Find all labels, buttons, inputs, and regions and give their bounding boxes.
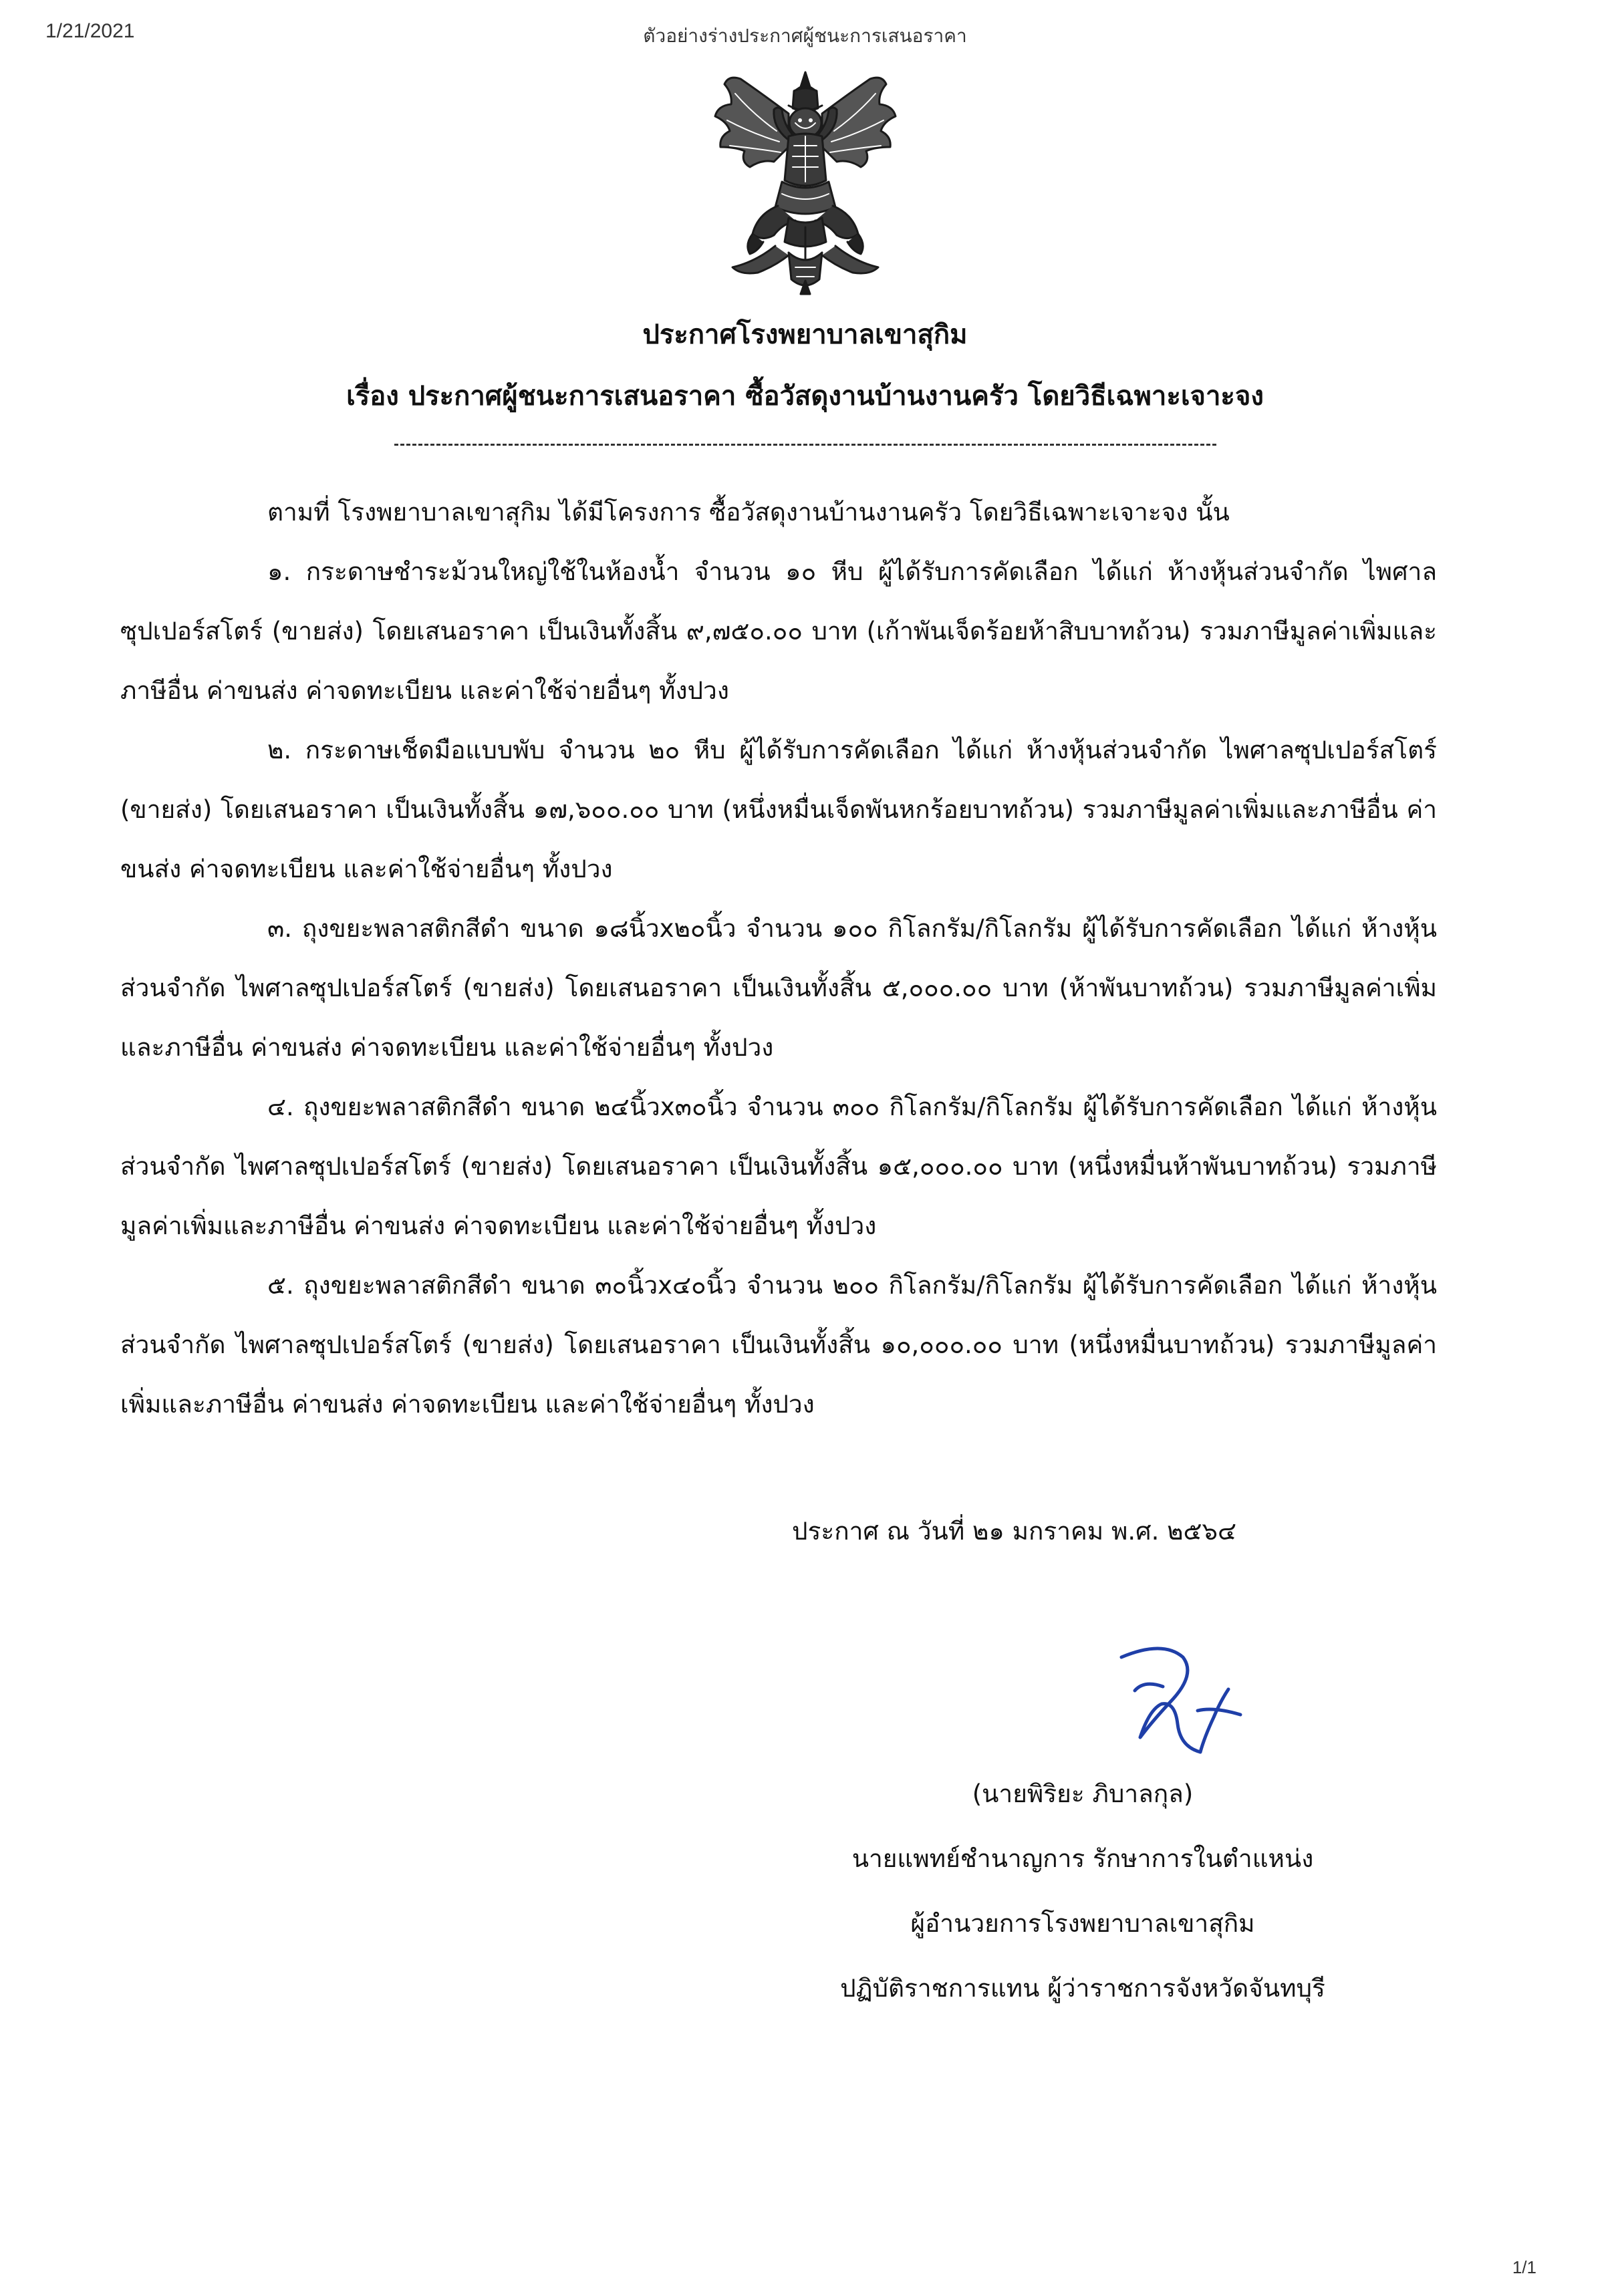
- announcement-title: ประกาศโรงพยาบาลเขาสุกิม: [642, 319, 968, 350]
- announcement-date: ประกาศ ณ วันที่ ๒๑ มกราคม พ.ศ. ๒๕๖๔: [792, 1517, 1236, 1546]
- print-doc-title: ตัวอย่างร่างประกาศผู้ชนะการเสนอราคา: [643, 25, 967, 47]
- page-number: 1/1: [1512, 2257, 1536, 2277]
- body-intro: ตามที่ โรงพยาบาลเขาสุกิม ได้มีโครงการ ซื้อวัสดุงานบ้านงานครัว โดยวิธีเฉพาะเจาะจง นั้น: [267, 498, 1230, 527]
- body-item-5: ๕. ถุงขยะพลาสติกสีดำ ขนาด ๓๐นิ้วx๔๐นิ้ว จำนวน ๒๐๐ กิโลกรัม/กิโลกรัม ผู้ได้รับการคัดเลือก ได้แก่ ห้างหุ้นส่วนจำกัด ไพศาลซุปเปอร์สโตร์ (ขายส่ง) โดยเสนอราคา เป็นเงินทั้งสิ้น ๑๐,๐๐๐.๐๐ บาท (หนึ่งหมื่นบาทถ้วน) รวมภาษีมูลค่าเพิ่มและภาษีอื่น ค่าขนส่ง ค่าจดทะเบียน และค่าใช้จ่ายอื่นๆ ทั้งปวง: [120, 1271, 1437, 1419]
- signer-role: ผู้อำนวยการโรงพยาบาลเขาสุกิม: [910, 1909, 1255, 1938]
- signer-position: นายแพทย์ชำนาญการ รักษาการในตำแหน่ง: [851, 1844, 1314, 1873]
- handwritten-signature-icon: [1083, 1637, 1256, 1764]
- body-item-2: ๒. กระดาษเช็ดมือแบบพับ จำนวน ๒๐ หีบ ผู้ได้รับการคัดเลือก ได้แก่ ห้างหุ้นส่วนจำกัด ไพศาลซุปเปอร์สโตร์ (ขายส่ง) โดยเสนอราคา เป็นเงินทั้งสิ้น ๑๗,๖๐๐.๐๐ บาท (หนึ่งหมื่นเจ็ดพันหกร้อยบาทถ้วน) รวมภาษีมูลค่าเพิ่มและภาษีอื่น ค่าขนส่ง ค่าจดทะเบียน และค่าใช้จ่ายอื่นๆ ทั้งปวง: [120, 736, 1437, 883]
- signer-acting: ปฏิบัติราชการแทน ผู้ว่าราชการจังหวัดจันทบุรี: [840, 1974, 1325, 2003]
- body-item-4: ๔. ถุงขยะพลาสติกสีดำ ขนาด ๒๔นิ้วx๓๐นิ้ว จำนวน ๓๐๐ กิโลกรัม/กิโลกรัม ผู้ได้รับการคัดเลือก ได้แก่ ห้างหุ้นส่วนจำกัด ไพศาลซุปเปอร์สโตร์ (ขายส่ง) โดยเสนอราคา เป็นเงินทั้งสิ้น ๑๕,๐๐๐.๐๐ บาท (หนึ่งหมื่นห้าพันบาทถ้วน) รวมภาษีมูลค่าเพิ่มและภาษีอื่น ค่าขนส่ง ค่าจดทะเบียน และค่าใช้จ่ายอื่นๆ ทั้งปวง: [120, 1093, 1437, 1240]
- title-divider: [394, 444, 1216, 446]
- print-date: 1/21/2021: [45, 20, 135, 42]
- garuda-emblem-icon: [688, 67, 922, 297]
- body-item-1: ๑. กระดาษชำระม้วนใหญ่ใช้ในห้องน้ำ จำนวน ๑๐ หีบ ผู้ได้รับการคัดเลือก ได้แก่ ห้างหุ้นส่วนจำกัด ไพศาลซุปเปอร์สโตร์ (ขายส่ง) โดยเสนอราคา เป็นเงินทั้งสิ้น ๙,๗๕๐.๐๐ บาท (เก้าพันเจ็ดร้อยห้าสิบบาทถ้วน) รวมภาษีมูลค่าเพิ่มและภาษีอื่น ค่าขนส่ง ค่าจดทะเบียน และค่าใช้จ่ายอื่นๆ ทั้งปวง: [120, 557, 1437, 705]
- body-item-3: ๓. ถุงขยะพลาสติกสีดำ ขนาด ๑๘นิ้วx๒๐นิ้ว จำนวน ๑๐๐ กิโลกรัม/กิโลกรัม ผู้ได้รับการคัดเลือก ได้แก่ ห้างหุ้นส่วนจำกัด ไพศาลซุปเปอร์สโตร์ (ขายส่ง) โดยเสนอราคา เป็นเงินทั้งสิ้น ๕,๐๐๐.๐๐ บาท (ห้าพันบาทถ้วน) รวมภาษีมูลค่าเพิ่มและภาษีอื่น ค่าขนส่ง ค่าจดทะเบียน และค่าใช้จ่ายอื่นๆ ทั้งปวง: [120, 914, 1437, 1062]
- signer-name: (นายพิริยะ ภิบาลกุล): [972, 1779, 1194, 1808]
- announcement-subject: เรื่อง ประกาศผู้ชนะการเสนอราคา ซื้อวัสดุงานบ้านงานครัว โดยวิธีเฉพาะเจาะจง: [346, 381, 1264, 412]
- announcement-body: [120, 482, 1437, 1434]
